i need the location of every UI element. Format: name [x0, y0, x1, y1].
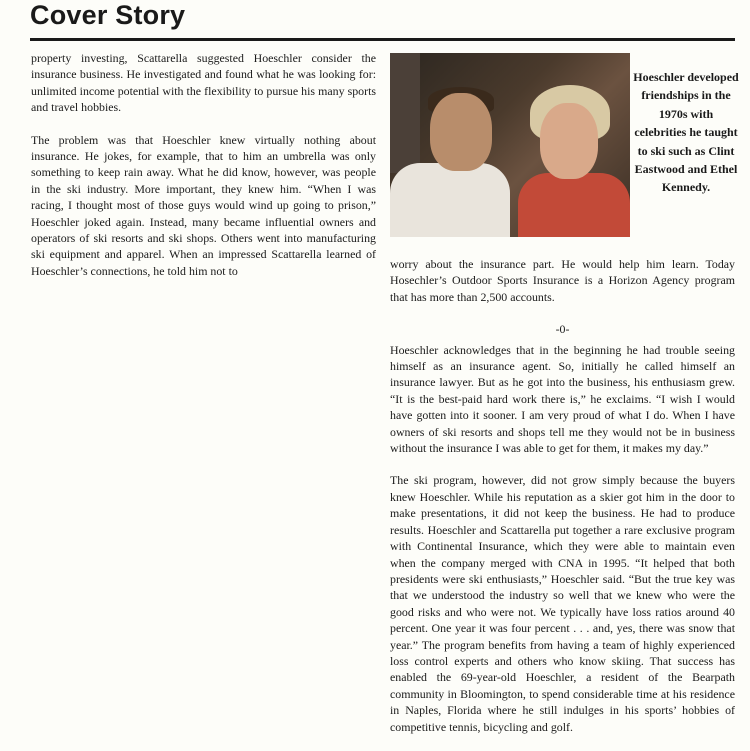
- paragraph: Hoeschler acknowledges that in the beginning he had trouble seeing himself as an insurance agent. So, initially he called himself an insurance lawyer. But as he got into the business, his enthusiasm grew. “It is the best-paid hard work there is,” he exclaims. “I wish I would have gotten into it sooner. I am very proud of what I do. When I have owners of ski resorts and shops tell me they would not be in business without the insurance I was able to get for them, it makes my day.”: [390, 342, 735, 456]
- paragraph: The problem was that Hoeschler knew virtually nothing about insurance. He jokes, for example, that to him an umbrella was only something to keep rain away. What he did know, however, was people in the ski industry. More important, they knew him. “When I was racing, I thought most of those guys would wind up going to prison,” Hoeschler joked again. Instead, many became influential owners and operators of ski resorts and ski shops. Others went into manufacturing ski equipment and apparel. When an impressed Scattarella learned of Hoeschler’s connections, he told him not to: [31, 132, 376, 278]
- photo-caption: Hoeschler developed friendships in the 1970s with celebrities he taught to ski such as Clint Eastwood and Ethel Kennedy.: [633, 70, 739, 195]
- section-divider: -0-: [555, 322, 570, 337]
- header-rule: [30, 38, 735, 41]
- paragraph: worry about the insurance part. He would help him learn. Today Hosechler’s Outdoor Sports Insurance is a Horizon Agency program that has more than 2,500 accounts.: [390, 257, 735, 304]
- celebrity-photo: [390, 53, 630, 237]
- page-section-title: Cover Story: [30, 0, 186, 30]
- right-column: [390, 256, 735, 751]
- paragraph: property investing, Scattarella suggested Hoeschler consider the insurance business. He investigated and found what he was looking for: unlimited income potential with the flexibility to pursue his many sports and travel hobbies.: [31, 51, 376, 115]
- paragraph: The ski program, however, did not grow simply because the buyers knew Hoeschler. While his reputation as a skier got him in the door to make presentations, it did not keep the business. He had to produce results. Hoeschler and Scattarella put together a rare exclusive program with Continental Insurance, which they were able to maintain even when the company merged with CNA in 1995. “It helped that both presidents were ski enthusiasts,” Hoeschler said. “But the true key was that we understood the industry so well that we knew who were the good risks and who were not. We typically have loss ratios around 40 percent. One year it was four percent . . . and, yes, there was snow that year.” The program benefits from having a team of highly experienced loss control experts and others who know skiing. That success has enabled the 69-year-old Hoeschler, a resident of the Bearpath community in Bloomington, to spend considerable time at his residence in Naples, Florida where he still indulges in his sports’ hobbies of competitive tennis, bicycling and golf.: [390, 473, 735, 734]
- left-column: [31, 50, 376, 295]
